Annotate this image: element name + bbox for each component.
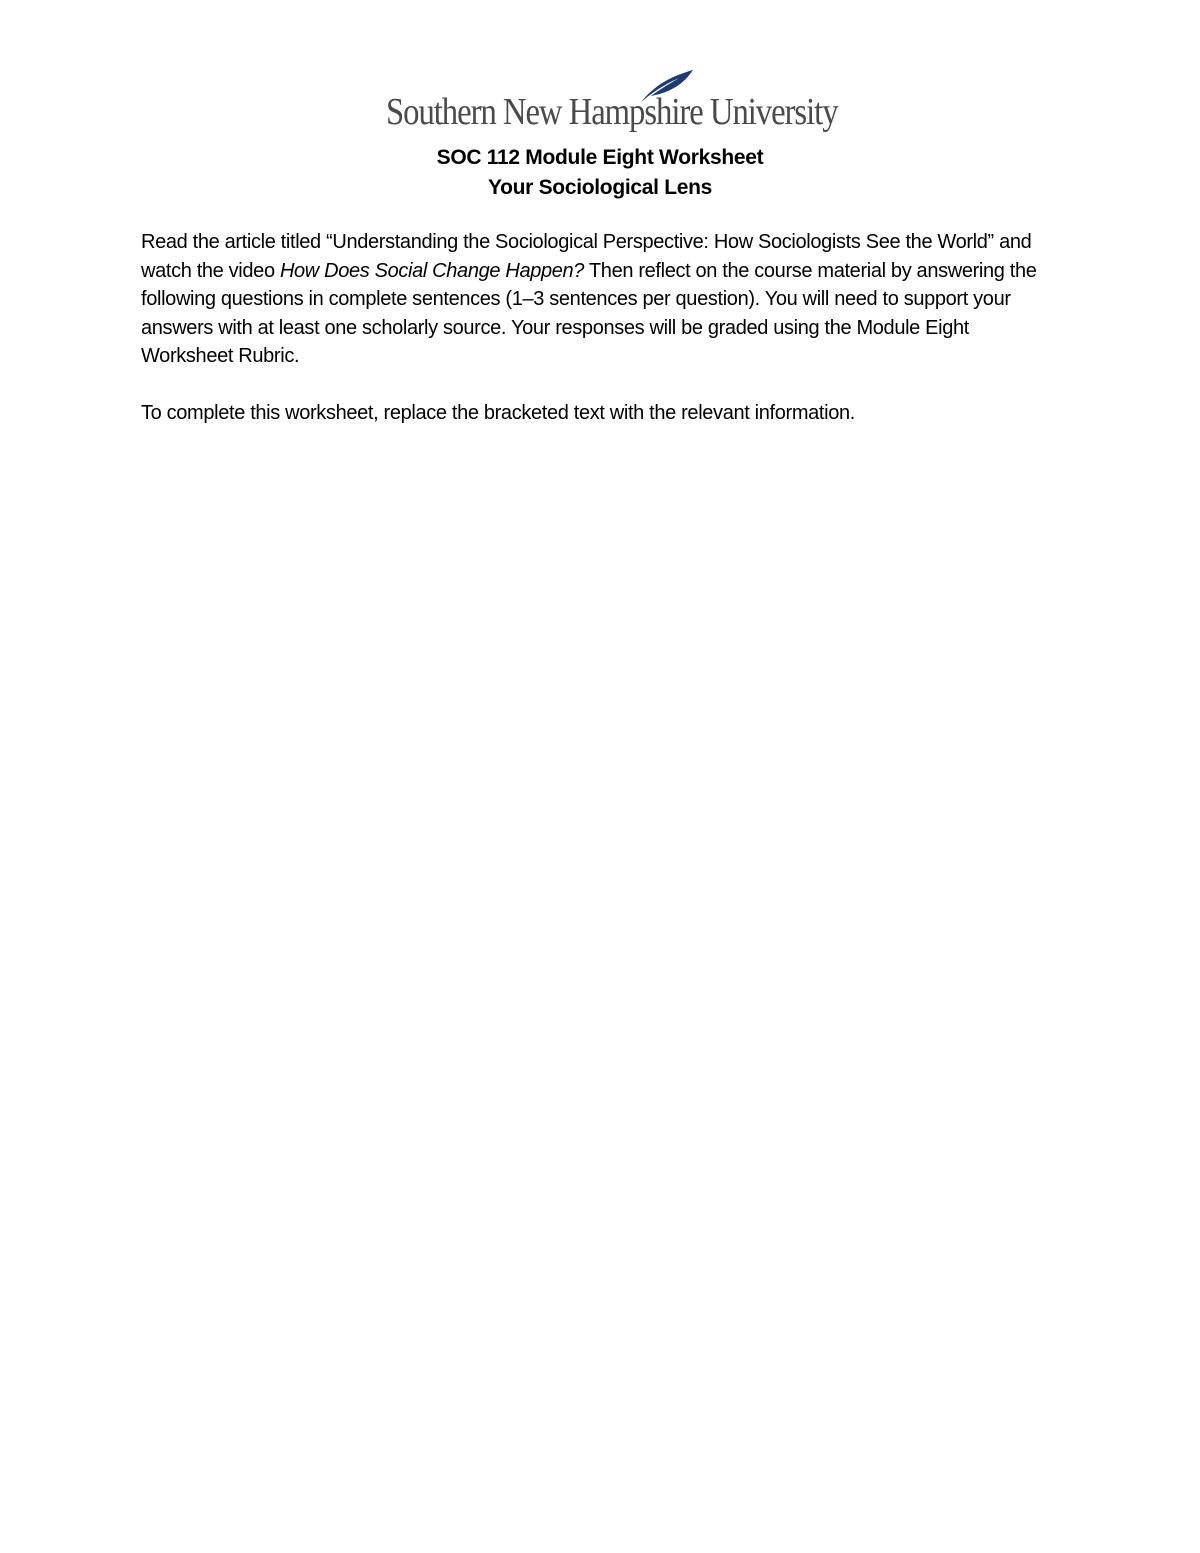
- intro-text-after-video: Then reflect on the course material by answering the following questions in complete sentences (1–3 sentences per question). You will need to support your answers with at least one scholarly source. Your responses will be graded using the Module Eight Worksheet Rubric.: [141, 259, 1037, 367]
- worksheet-subtitle: Your Sociological Lens: [487, 176, 713, 199]
- video-title: How Does Social Change Happen?: [279, 259, 585, 282]
- instructions-paragraph: [141, 228, 1041, 371]
- worksheet-title-block: [0, 143, 1200, 203]
- instructions-body: [141, 228, 1041, 456]
- completion-note: To complete this worksheet, replace the bracketed text with the relevant information.: [141, 402, 855, 424]
- intro-text-before-video: Read the article titled “Understanding the Sociological Perspective: How Sociologists See the World” and watch the video: [141, 231, 1032, 282]
- logo-wordmark: Southern New Hampshire University: [386, 91, 838, 133]
- leaf-icon: [639, 68, 695, 104]
- university-logo: [386, 68, 838, 138]
- worksheet-title: SOC 112 Module Eight Worksheet: [436, 146, 764, 169]
